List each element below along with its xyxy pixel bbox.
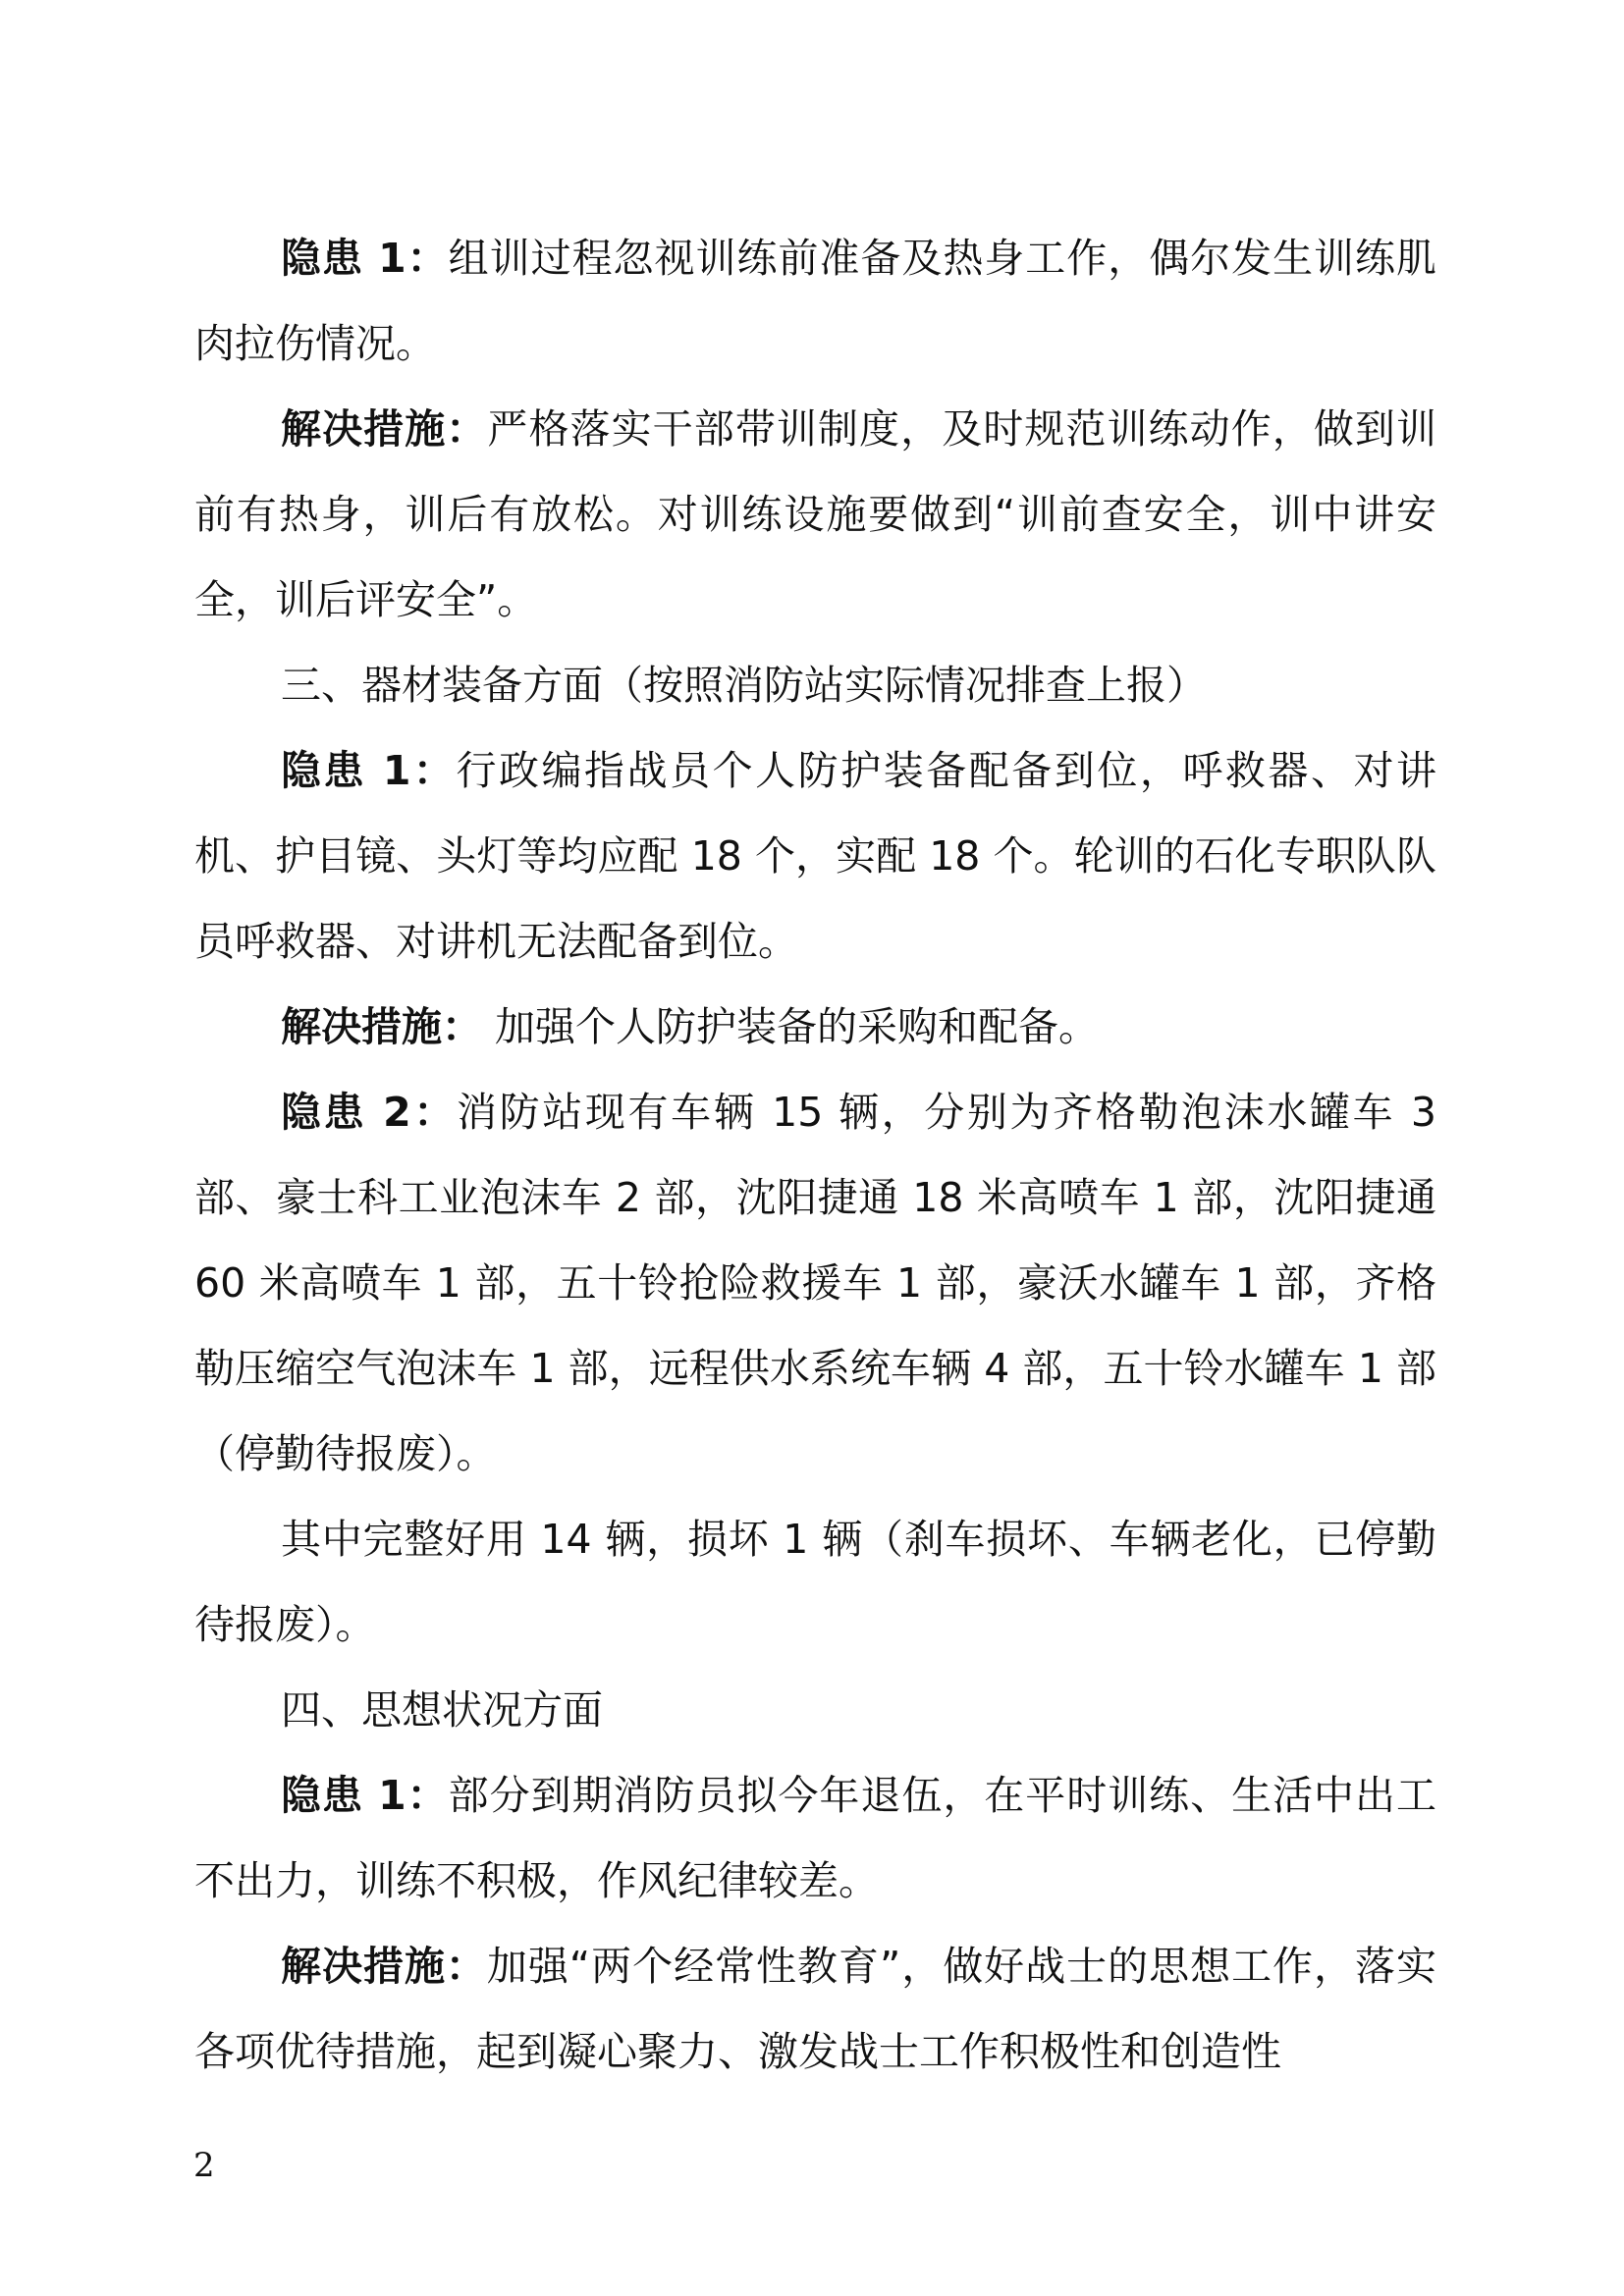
paragraph-text: 组训过程忽视训练前准备及热身工作，偶尔发生训练肌肉拉伤情况。 bbox=[194, 235, 1437, 367]
paragraph-equipment-solution bbox=[194, 985, 1436, 1070]
hazard-label: 隐患 1： bbox=[281, 1772, 449, 1819]
paragraph-equipment-hazard-2 bbox=[194, 1070, 1436, 1497]
section-heading-ideology bbox=[194, 1668, 1436, 1753]
paragraph-ideology-solution bbox=[194, 1924, 1436, 2095]
paragraph-training-solution bbox=[194, 387, 1436, 643]
section-heading-text: 四、思想状况方面 bbox=[281, 1686, 603, 1734]
paragraph-text: 加强“两个经常性教育”，做好战士的思想工作，落实各项优待措施，起到凝心聚力、激发战士工作积极性和创造性 bbox=[194, 1943, 1437, 2075]
paragraph-ideology-hazard-1 bbox=[194, 1753, 1436, 1924]
document-body bbox=[194, 216, 1436, 2095]
solution-label: 解决措施： bbox=[281, 1003, 482, 1050]
hazard-label: 隐患 1： bbox=[281, 235, 449, 282]
section-heading-text: 三、器材装备方面（按照消防站实际情况排查上报） bbox=[281, 662, 1207, 709]
hazard-label: 隐患 1： bbox=[281, 747, 457, 794]
paragraph-text: 严格落实干部带训制度，及时规范训练动作，做到训前有热身，训后有放松。对训练设施要做到“训前查安全，训中讲安全，训后评安全”。 bbox=[194, 405, 1437, 623]
page-number: 2 bbox=[193, 2146, 215, 2185]
paragraph-text: 行政编指战员个人防护装备配备到位，呼救器、对讲机、护目镜、头灯等均应配 18 个，实配 18 个。轮训的石化专职队队员呼救器、对讲机无法配备到位。 bbox=[194, 747, 1436, 965]
section-heading-equipment bbox=[194, 643, 1436, 728]
solution-label: 解决措施： bbox=[281, 405, 488, 453]
paragraph-training-hazard-1 bbox=[194, 216, 1436, 387]
paragraph-equipment-hazard-1 bbox=[194, 728, 1436, 985]
hazard-label: 隐患 2： bbox=[281, 1089, 457, 1136]
paragraph-text: 部分到期消防员拟今年退伍，在平时训练、生活中出工不出力，训练不积极，作风纪律较差。 bbox=[194, 1772, 1437, 1904]
paragraph-text: 消防站现有车辆 15 辆，分别为齐格勒泡沫水罐车 3 部、豪士科工业泡沫车 2 部，沈阳捷通 18 米高喷车 1 部，沈阳捷通 60 米高喷车 1 部，五十铃抢险救援车 1 部，豪沃水罐车 1 部，齐格勒压缩空气泡沫车 1 部，远程供水系统车辆 4 部，五十铃水罐车 1 部（停勤待报废）。 bbox=[194, 1089, 1436, 1477]
paragraph-text: 加强个人防护装备的采购和配备。 bbox=[482, 1003, 1100, 1050]
paragraph-vehicle-status bbox=[194, 1497, 1436, 1668]
solution-label: 解决措施： bbox=[281, 1943, 487, 1990]
paragraph-text: 其中完整好用 14 辆，损坏 1 辆（刹车损坏、车辆老化，已停勤待报废）。 bbox=[194, 1516, 1436, 1648]
